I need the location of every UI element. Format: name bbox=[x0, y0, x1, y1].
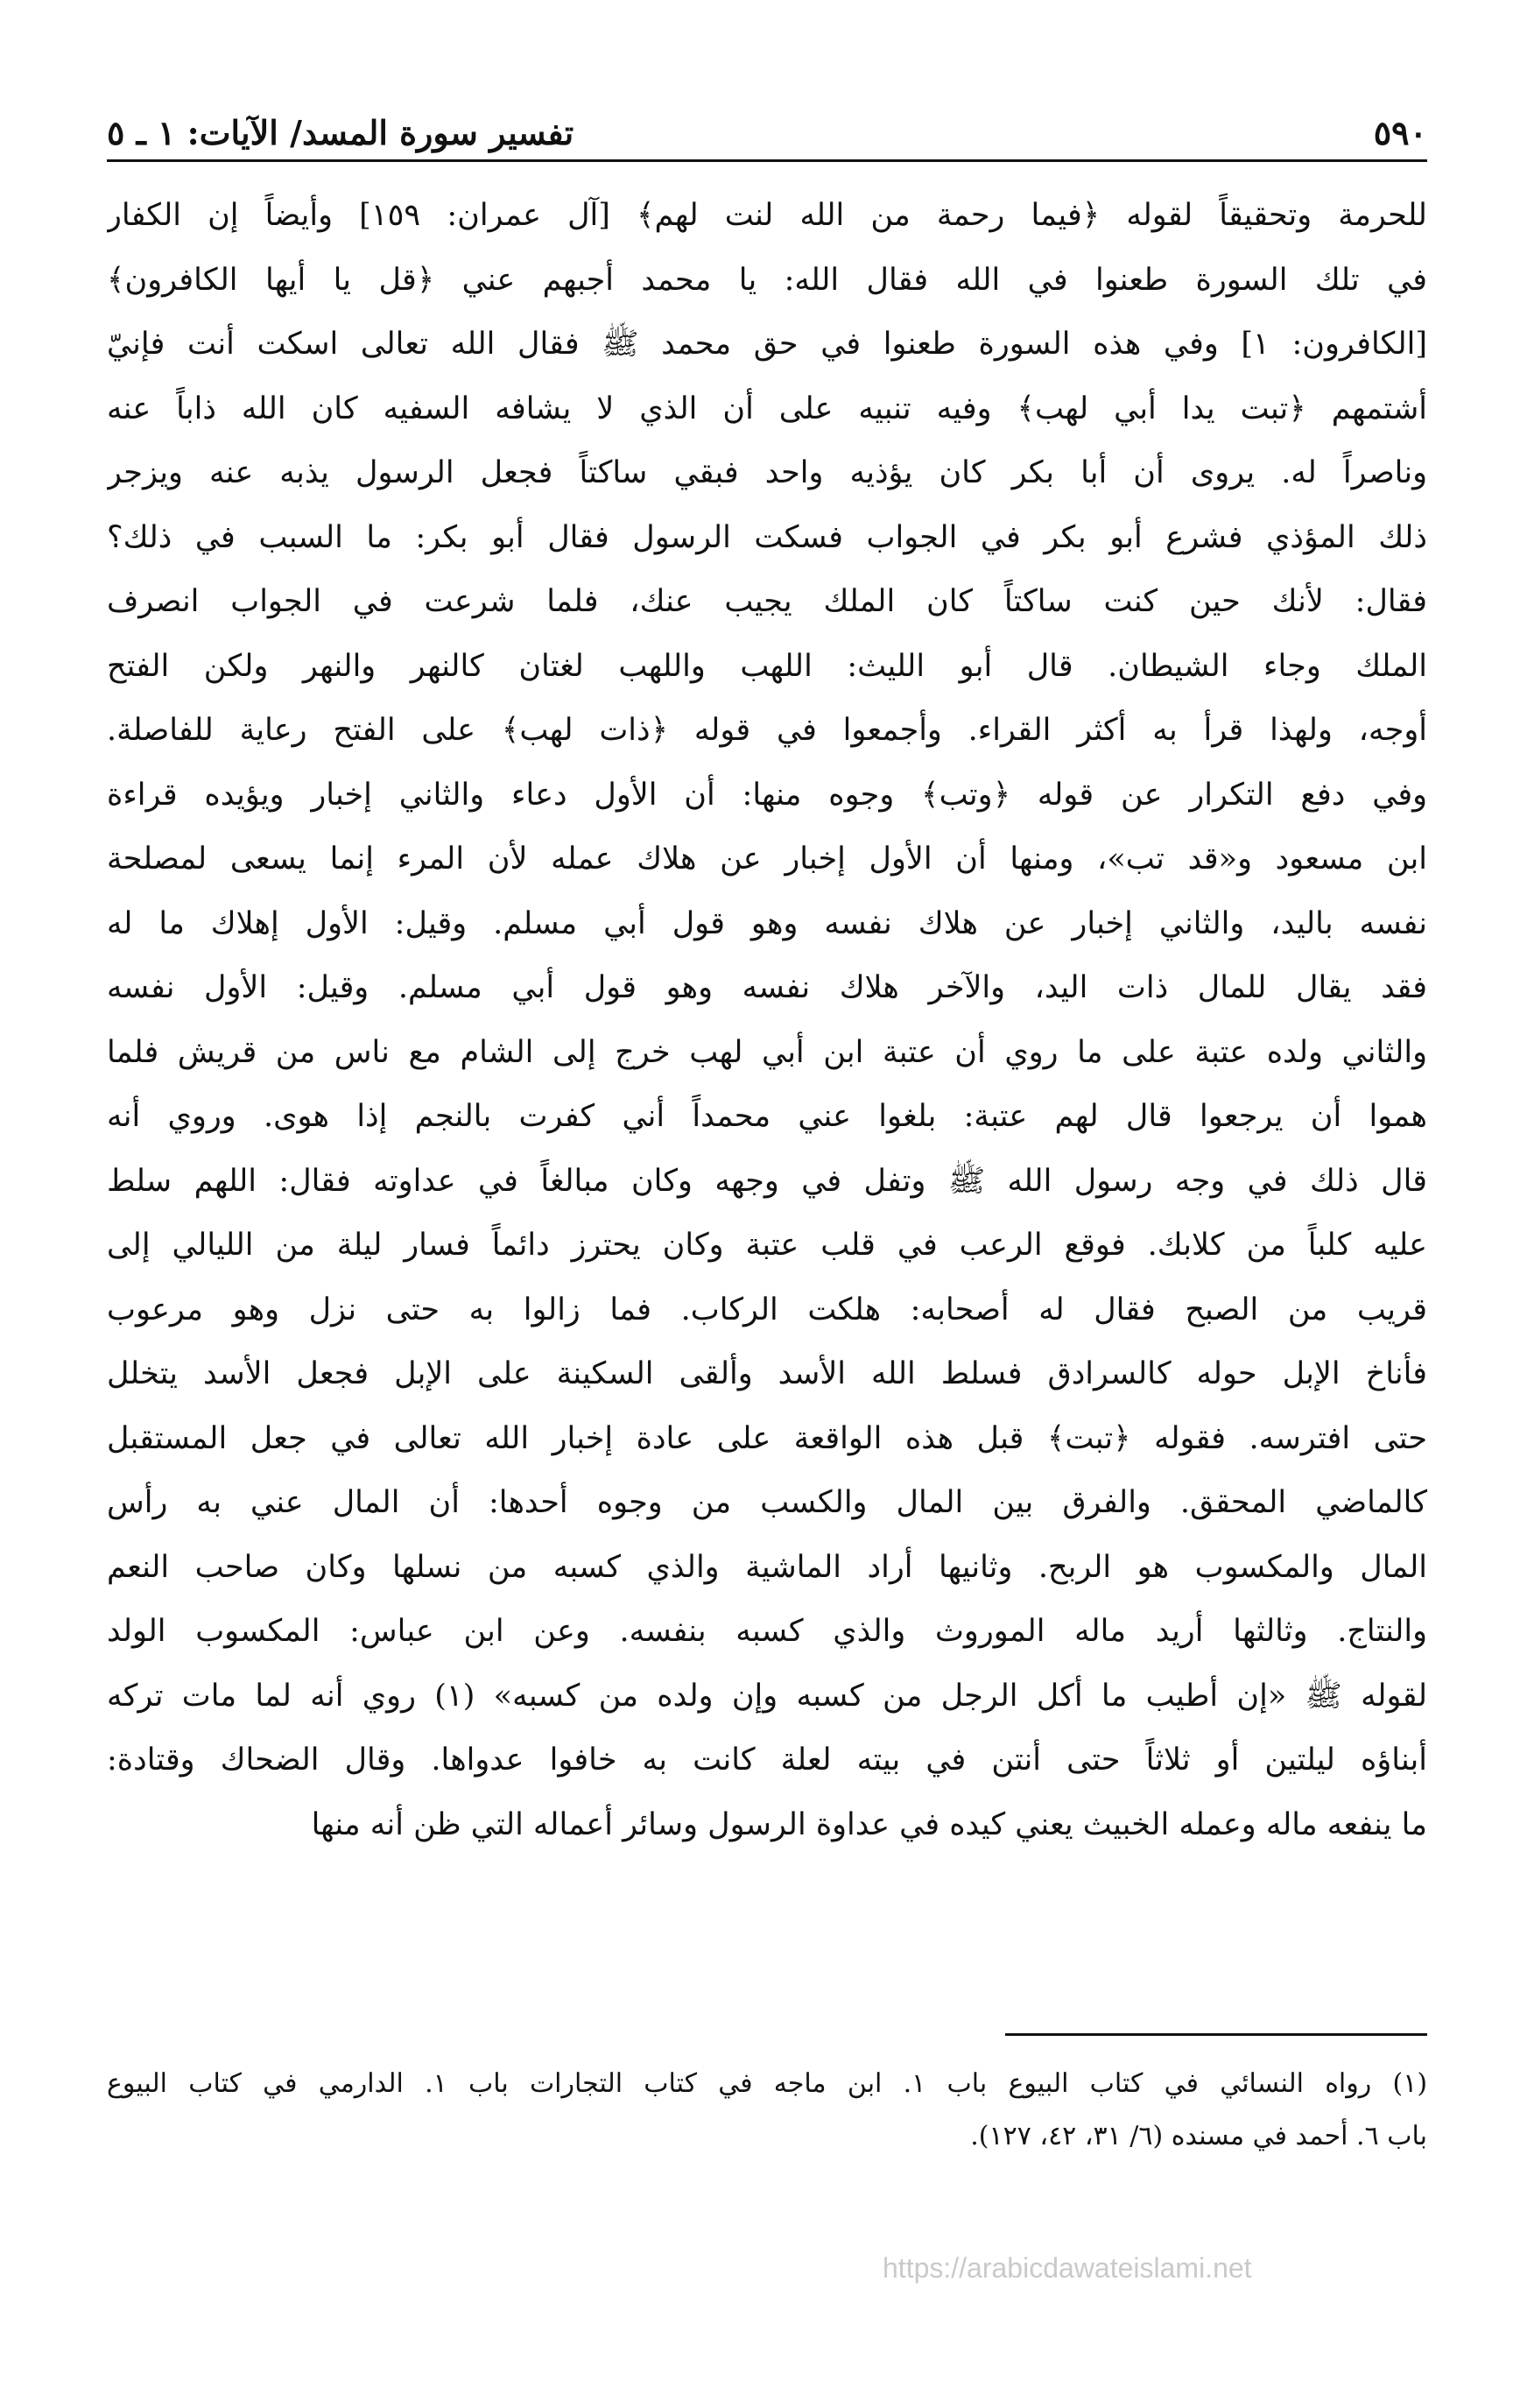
body-line: ذلك المؤذي فشرع أبو بكر في الجواب فسكت الرسول فقال أبو بكر: ما السبب في ذلك؟ bbox=[107, 519, 1427, 555]
body-line: أبناؤه ليلتين أو ثلاثاً حتى أنتن في بيته لعلة كانت به خافوا عدواها. وقال الضحاك وقتادة: bbox=[107, 1743, 1427, 1778]
body-line: قريب من الصبح فقال له أصحابه: هلكت الركاب. فما زالوا به حتى نزل وهو مرعوب bbox=[107, 1292, 1427, 1327]
watermark-url: https://arabicdawateislami.net bbox=[883, 2252, 1252, 2284]
body-line: لقوله ﷺ «إن أطيب ما أكل الرجل من كسبه وإن ولده من كسبه» (١) روي أنه لما مات تركه bbox=[107, 1678, 1427, 1714]
body-line: الملك وجاء الشيطان. قال أبو الليث: اللهب واللهب لغتان كالنهر والنهر ولكن الفتح bbox=[107, 648, 1427, 684]
body-line: كالماضي المحقق. والفرق بين المال والكسب من وجوه أحدها: أن المال عني به رأس bbox=[107, 1485, 1427, 1520]
page-header bbox=[107, 98, 1427, 162]
body-line: المال والمكسوب هو الربح. وثانيها أراد الماشية والذي كسبه من نسلها وكان صاحب النعم bbox=[107, 1549, 1427, 1585]
body-line: ما ينفعه ماله وعمله الخبيث يعني كيده في عداوة الرسول وسائر أعماله التي ظن أنه منها bbox=[311, 1806, 1427, 1842]
footnote-line: (١) رواه النسائي في كتاب البيوع باب ١. ابن ماجه في كتاب التجارات باب ١. الدارمي في كتاب البيوع bbox=[107, 2068, 1427, 2099]
body-text bbox=[107, 184, 1427, 1857]
body-line: للحرمة وتحقيقاً لقوله ﴿فيما رحمة من الله لنت لهم﴾ [آل عمران: ١٥٩] وأيضاً إن الكفار bbox=[107, 198, 1427, 233]
footnotes bbox=[107, 2058, 1427, 2163]
running-title: تفسير سورة المسد/ الآيات: ١ ـ ٥ bbox=[107, 113, 574, 152]
body-line: فأناخ الإبل حوله كالسرادق فسلط الله الأسد وألقى السكينة على الإبل فجعل الأسد يتخلل bbox=[107, 1356, 1427, 1391]
body-line: والنتاج. وثالثها أريد ماله الموروث والذي كسبه بنفسه. وعن ابن عباس: المكسوب الولد bbox=[107, 1614, 1427, 1649]
body-line: [الكافرون: ١] وفي هذه السورة طعنوا في حق محمد ﷺ فقال الله تعالى اسكت أنت فإنيّ bbox=[107, 327, 1427, 362]
body-line: أشتمهم ﴿تبت يدا أبي لهب﴾ وفيه تنبيه على أن الذي لا يشافه السفيه كان الله ذاباً عنه bbox=[107, 391, 1427, 426]
body-line: في تلك السورة طعنوا في الله فقال الله: يا محمد أجبهم عني ﴿قل يا أيها الكافرون﴾ bbox=[107, 262, 1427, 298]
body-line: فقد يقال للمال ذات اليد، والآخر هلاك نفسه وهو قول أبي مسلم. وقيل: الأول نفسه bbox=[107, 970, 1427, 1005]
body-line: فقال: لأنك حين كنت ساكتاً كان الملك يجيب عنك، فلما شرعت في الجواب انصرف bbox=[107, 584, 1427, 619]
footnote-separator bbox=[1005, 2033, 1427, 2036]
body-line: عليه كلباً من كلابك. فوقع الرعب في قلب عتبة وكان يحترز دائماً فسار ليلة من الليالي إلى bbox=[107, 1228, 1427, 1263]
footnote-line: باب ٦. أحمد في مسنده (٦/ ٣١، ٤٢، ١٢٧). bbox=[970, 2121, 1427, 2151]
body-line: ابن مسعود و«قد تب»، ومنها أن الأول إخبار عن هلاك عمله لأن المرء إنما يسعى لمصلحة bbox=[107, 841, 1427, 877]
body-line: نفسه باليد، والثاني إخبار عن هلاك نفسه وهو قول أبي مسلم. وقيل: الأول إهلاك ما له bbox=[107, 905, 1427, 941]
body-line: وناصراً له. يروى أن أبا بكر كان يؤذيه واحد فبقي ساكتاً فجعل الرسول يذبه عنه ويزجر bbox=[107, 455, 1427, 490]
page-number: ٥٩٠ bbox=[1373, 113, 1427, 152]
body-line: والثاني ولده عتبة على ما روي أن عتبة ابن أبي لهب خرج إلى الشام مع ناس من قريش فلما bbox=[107, 1034, 1427, 1070]
body-line: هموا أن يرجعوا قال لهم عتبة: بلغوا عني محمداً أني كفرت بالنجم إذا هوى. وروي أنه bbox=[107, 1099, 1427, 1134]
body-line: قال ذلك في وجه رسول الله ﷺ وتفل في وجهه وكان مبالغاً في عداوته فقال: اللهم سلط bbox=[107, 1163, 1427, 1199]
body-line: وفي دفع التكرار عن قوله ﴿وتب﴾ وجوه منها: أن الأول دعاء والثاني إخبار ويؤيده قراءة bbox=[107, 777, 1427, 813]
body-line: أوجه، ولهذا قرأ به أكثر القراء. وأجمعوا في قوله ﴿ذات لهب﴾ على الفتح رعاية للفاصلة. bbox=[107, 713, 1427, 748]
body-line: حتى افترسه. فقوله ﴿تبت﴾ قبل هذه الواقعة على عادة إخبار الله تعالى في جعل المستقبل bbox=[107, 1420, 1427, 1456]
